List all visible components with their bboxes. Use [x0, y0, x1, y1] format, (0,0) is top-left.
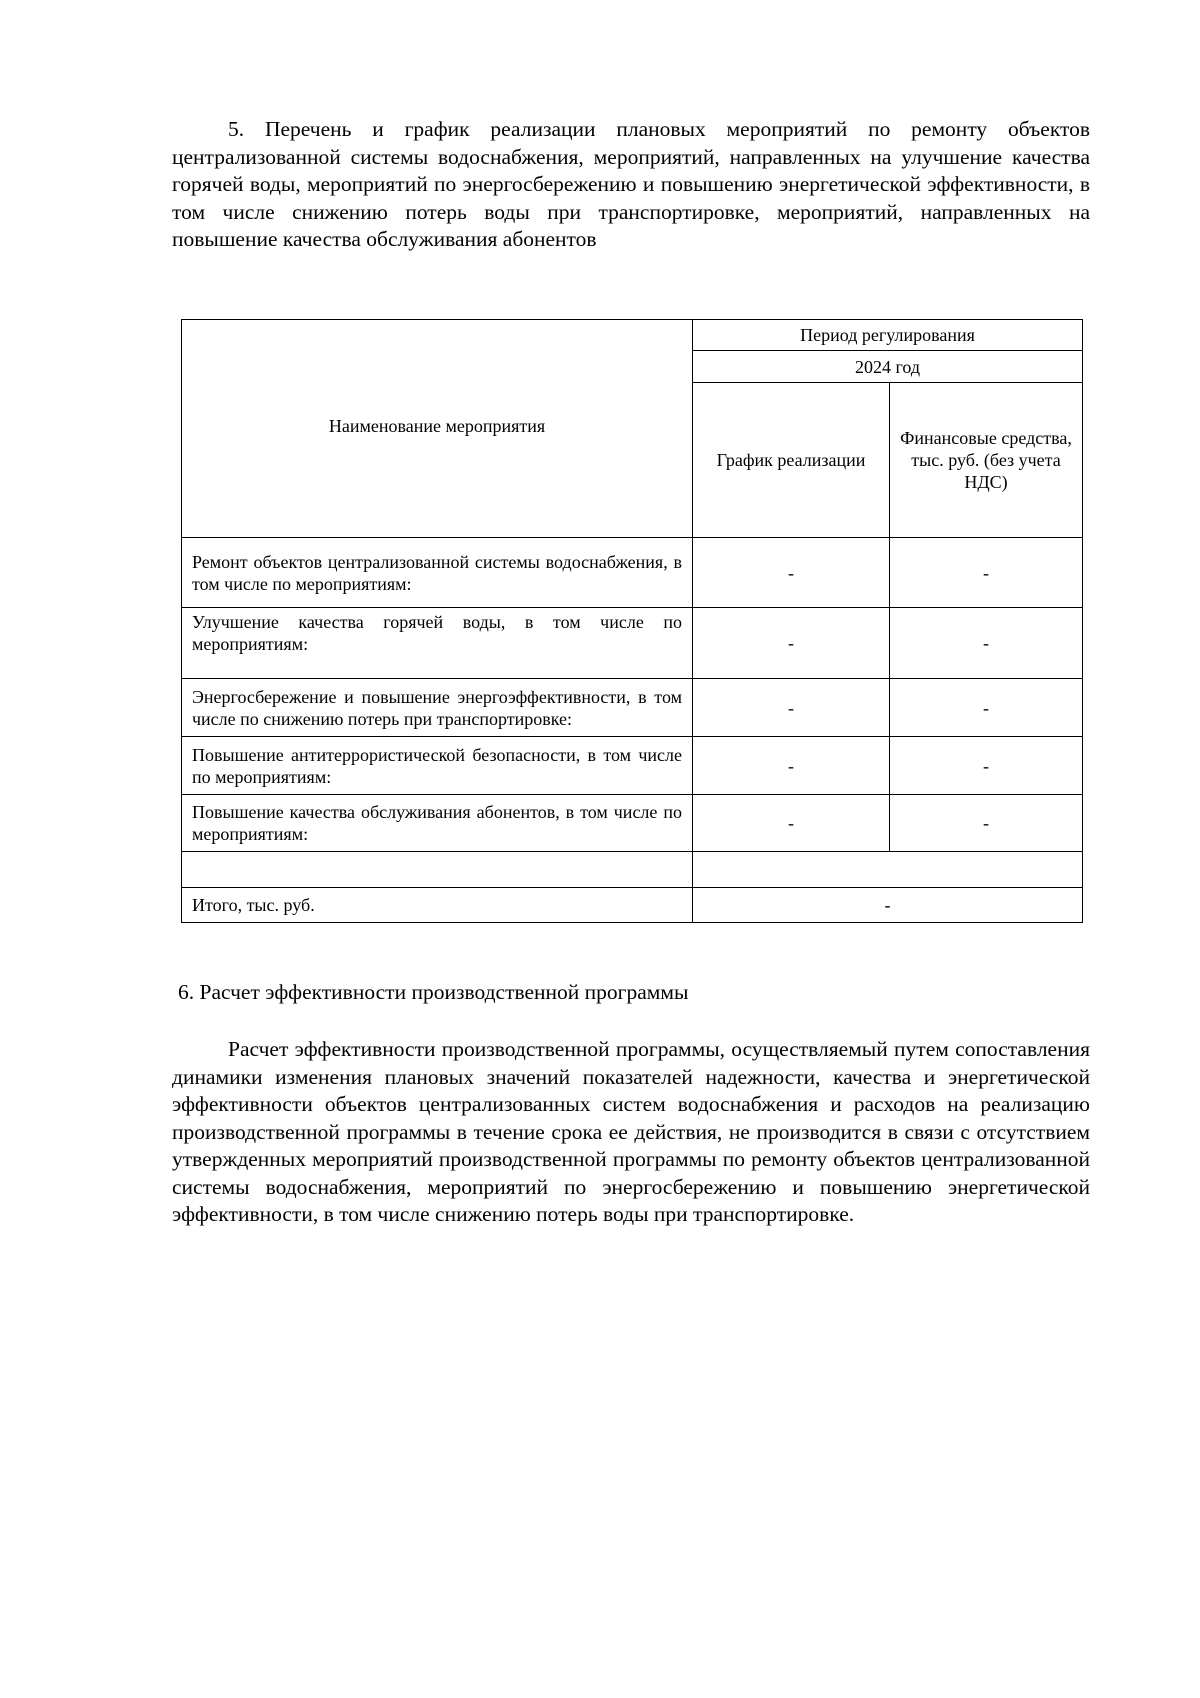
- table-row: [182, 737, 1083, 795]
- total-value-cell: -: [693, 888, 1083, 923]
- table-row: [182, 679, 1083, 737]
- table-row: [182, 538, 1083, 608]
- empty-name-cell: [182, 852, 693, 888]
- row-name-cell: Повышение качества обслуживания абонентов, в том числе по мероприятиям:: [182, 795, 693, 852]
- row-schedule-cell: -: [693, 538, 890, 608]
- header-finance-cell: Финансовые средства, тыс. руб. (без учета НДС): [890, 383, 1083, 538]
- total-label-cell: Итого, тыс. руб.: [182, 888, 693, 923]
- row-schedule-cell: -: [693, 679, 890, 737]
- table-row: [182, 795, 1083, 852]
- row-schedule-cell: -: [693, 795, 890, 852]
- row-finance-cell: -: [890, 608, 1083, 679]
- header-name-cell: Наименование мероприятия: [182, 320, 693, 538]
- total-row: [182, 888, 1083, 923]
- row-name-cell: Энергосбережение и повышение энергоэффективности, в том числе по снижению потерь при транспортировке:: [182, 679, 693, 737]
- section-5-paragraph: 5. Перечень и график реализации плановых мероприятий по ремонту объектов централизованной системы водоснабжения, мероприятий, направленных на улучшение качества горячей воды, мероприятий по энергосбережению и повышению энергетической эффективности, в том числе снижению потерь воды при транспортировке, мероприятий, направленных на повышение качества обслуживания абонентов: [172, 117, 1090, 251]
- row-finance-cell: -: [890, 679, 1083, 737]
- empty-value-cell: [693, 852, 1083, 888]
- row-finance-cell: -: [890, 795, 1083, 852]
- row-name-cell: Улучшение качества горячей воды, в том числе по мероприятиям:: [182, 608, 693, 679]
- row-finance-cell: -: [890, 538, 1083, 608]
- row-finance-cell: -: [890, 737, 1083, 795]
- row-name-cell: Повышение антитеррористической безопасности, в том числе по мероприятиям:: [182, 737, 693, 795]
- row-schedule-cell: -: [693, 737, 890, 795]
- row-schedule-cell: -: [693, 608, 890, 679]
- row-name-cell: Ремонт объектов централизованной системы водоснабжения, в том числе по мероприятиям:: [182, 538, 693, 608]
- header-row-period: [182, 320, 1083, 351]
- section-6-paragraph: Расчет эффективности производственной программы, осуществляемый путем сопоставления динамики изменения плановых значений показателей надежности, качества и энергетической эффективности объектов централизованных систем водоснабжения и расходов на реализацию производственной программы в течение срока ее действия, не производится в связи с отсутствием утвержденных мероприятий производственной программы по ремонту объектов централизованной системы водоснабжения, мероприятий по энергосбережению и повышению энергетической эффективности, в том числе снижению потерь воды при транспортировке.: [172, 1037, 1090, 1226]
- table-row: [182, 608, 1083, 679]
- header-year-cell: 2024 год: [693, 351, 1083, 383]
- section-6-heading: 6. Расчет эффективности производственной программы: [178, 980, 689, 1004]
- measures-table: [181, 319, 1083, 923]
- header-schedule-cell: График реализации: [693, 383, 890, 538]
- header-period-cell: Период регулирования: [693, 320, 1083, 351]
- empty-row: [182, 852, 1083, 888]
